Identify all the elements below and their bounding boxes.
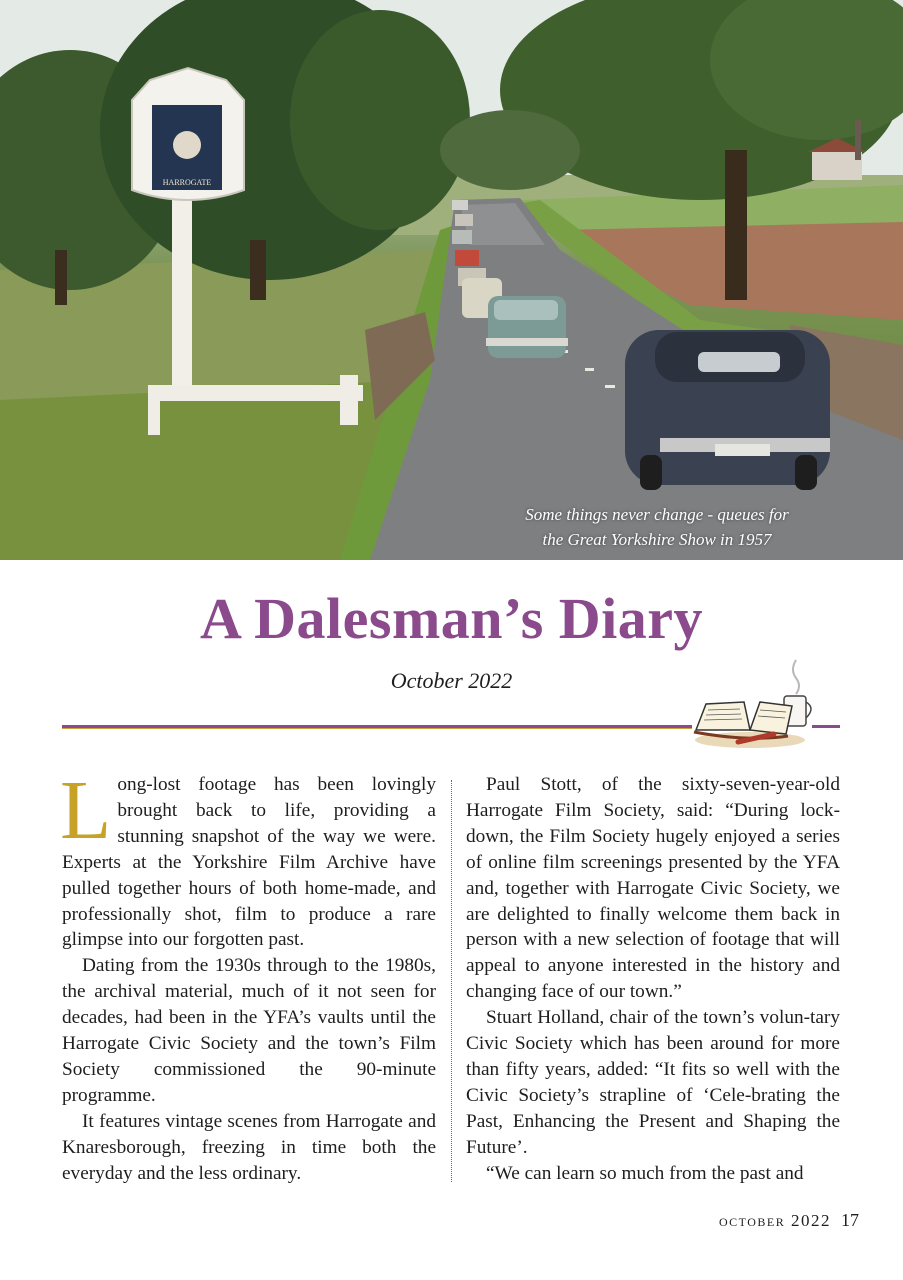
paragraph: Dating from the 1930s through to the 1980s, the archival material, much of it not seen for decades, had been in the YFA’s vaults until the Harrogate Civic Society and the town’s Film Society commissioned the 90-minute programme.: [62, 955, 436, 1106]
page-number: 17: [841, 1210, 859, 1230]
caption-line-2: the Great Yorkshire Show in 1957: [542, 530, 772, 549]
paragraph: Stuart Holland, chair of the town’s volun-tary Civic Society which has been around for more than fifty years, added: “It fits so well with the Civic Society’s strapline of ‘Cele-brating the Past, Enhancing the Present and Shaping the Future’.: [466, 1007, 840, 1158]
drop-cap: L: [60, 764, 112, 857]
title-rule-accent: [62, 728, 692, 729]
caption-line-1: Some things never change - queues for: [525, 505, 789, 524]
issue-date: October 2022: [390, 668, 513, 693]
road-scene-illustration: [0, 0, 903, 560]
paragraph: Paul Stott, of the sixty-seven-year-old Harrogate Film Society, said: “During lock-down, the Film Society hugely enjoyed a series of online film screenings presented by the YFA and, together with Harrogate Civic Society, we are delighted to finally welcome them back in person with a new selection of footage that will appeal to anyone interested in the history and changing face of our town.”: [466, 774, 840, 1003]
page-footer: [719, 1208, 859, 1234]
article-column-left: [60, 764, 436, 1187]
photo-caption: [497, 502, 817, 552]
header-photo: [0, 0, 903, 560]
open-diary-and-mug-icon: [688, 642, 828, 754]
footer-issue: october 2022: [718, 1211, 831, 1230]
page-title: A Dalesman’s Diary: [199, 586, 704, 651]
paragraph-text: ong-lost footage has been lovingly brought back to life, providing a stunning snapshot of the way we were. Experts at the Yorkshire Film Archive have pulled together hours of both home-made, and professionally shot, film to produce a rare glimpse into our forgotten past.: [62, 774, 436, 951]
column-divider: [451, 780, 452, 1182]
sign-text: HARROGATE: [162, 178, 212, 187]
paragraph: “We can learn so much from the past and: [486, 1162, 804, 1184]
paragraph: [60, 764, 436, 953]
paragraph: It features vintage scenes from Harrogate and Knaresborough, freezing in time both the everyday and the less ordinary.: [62, 1110, 436, 1184]
article-column-right: [466, 772, 840, 1187]
